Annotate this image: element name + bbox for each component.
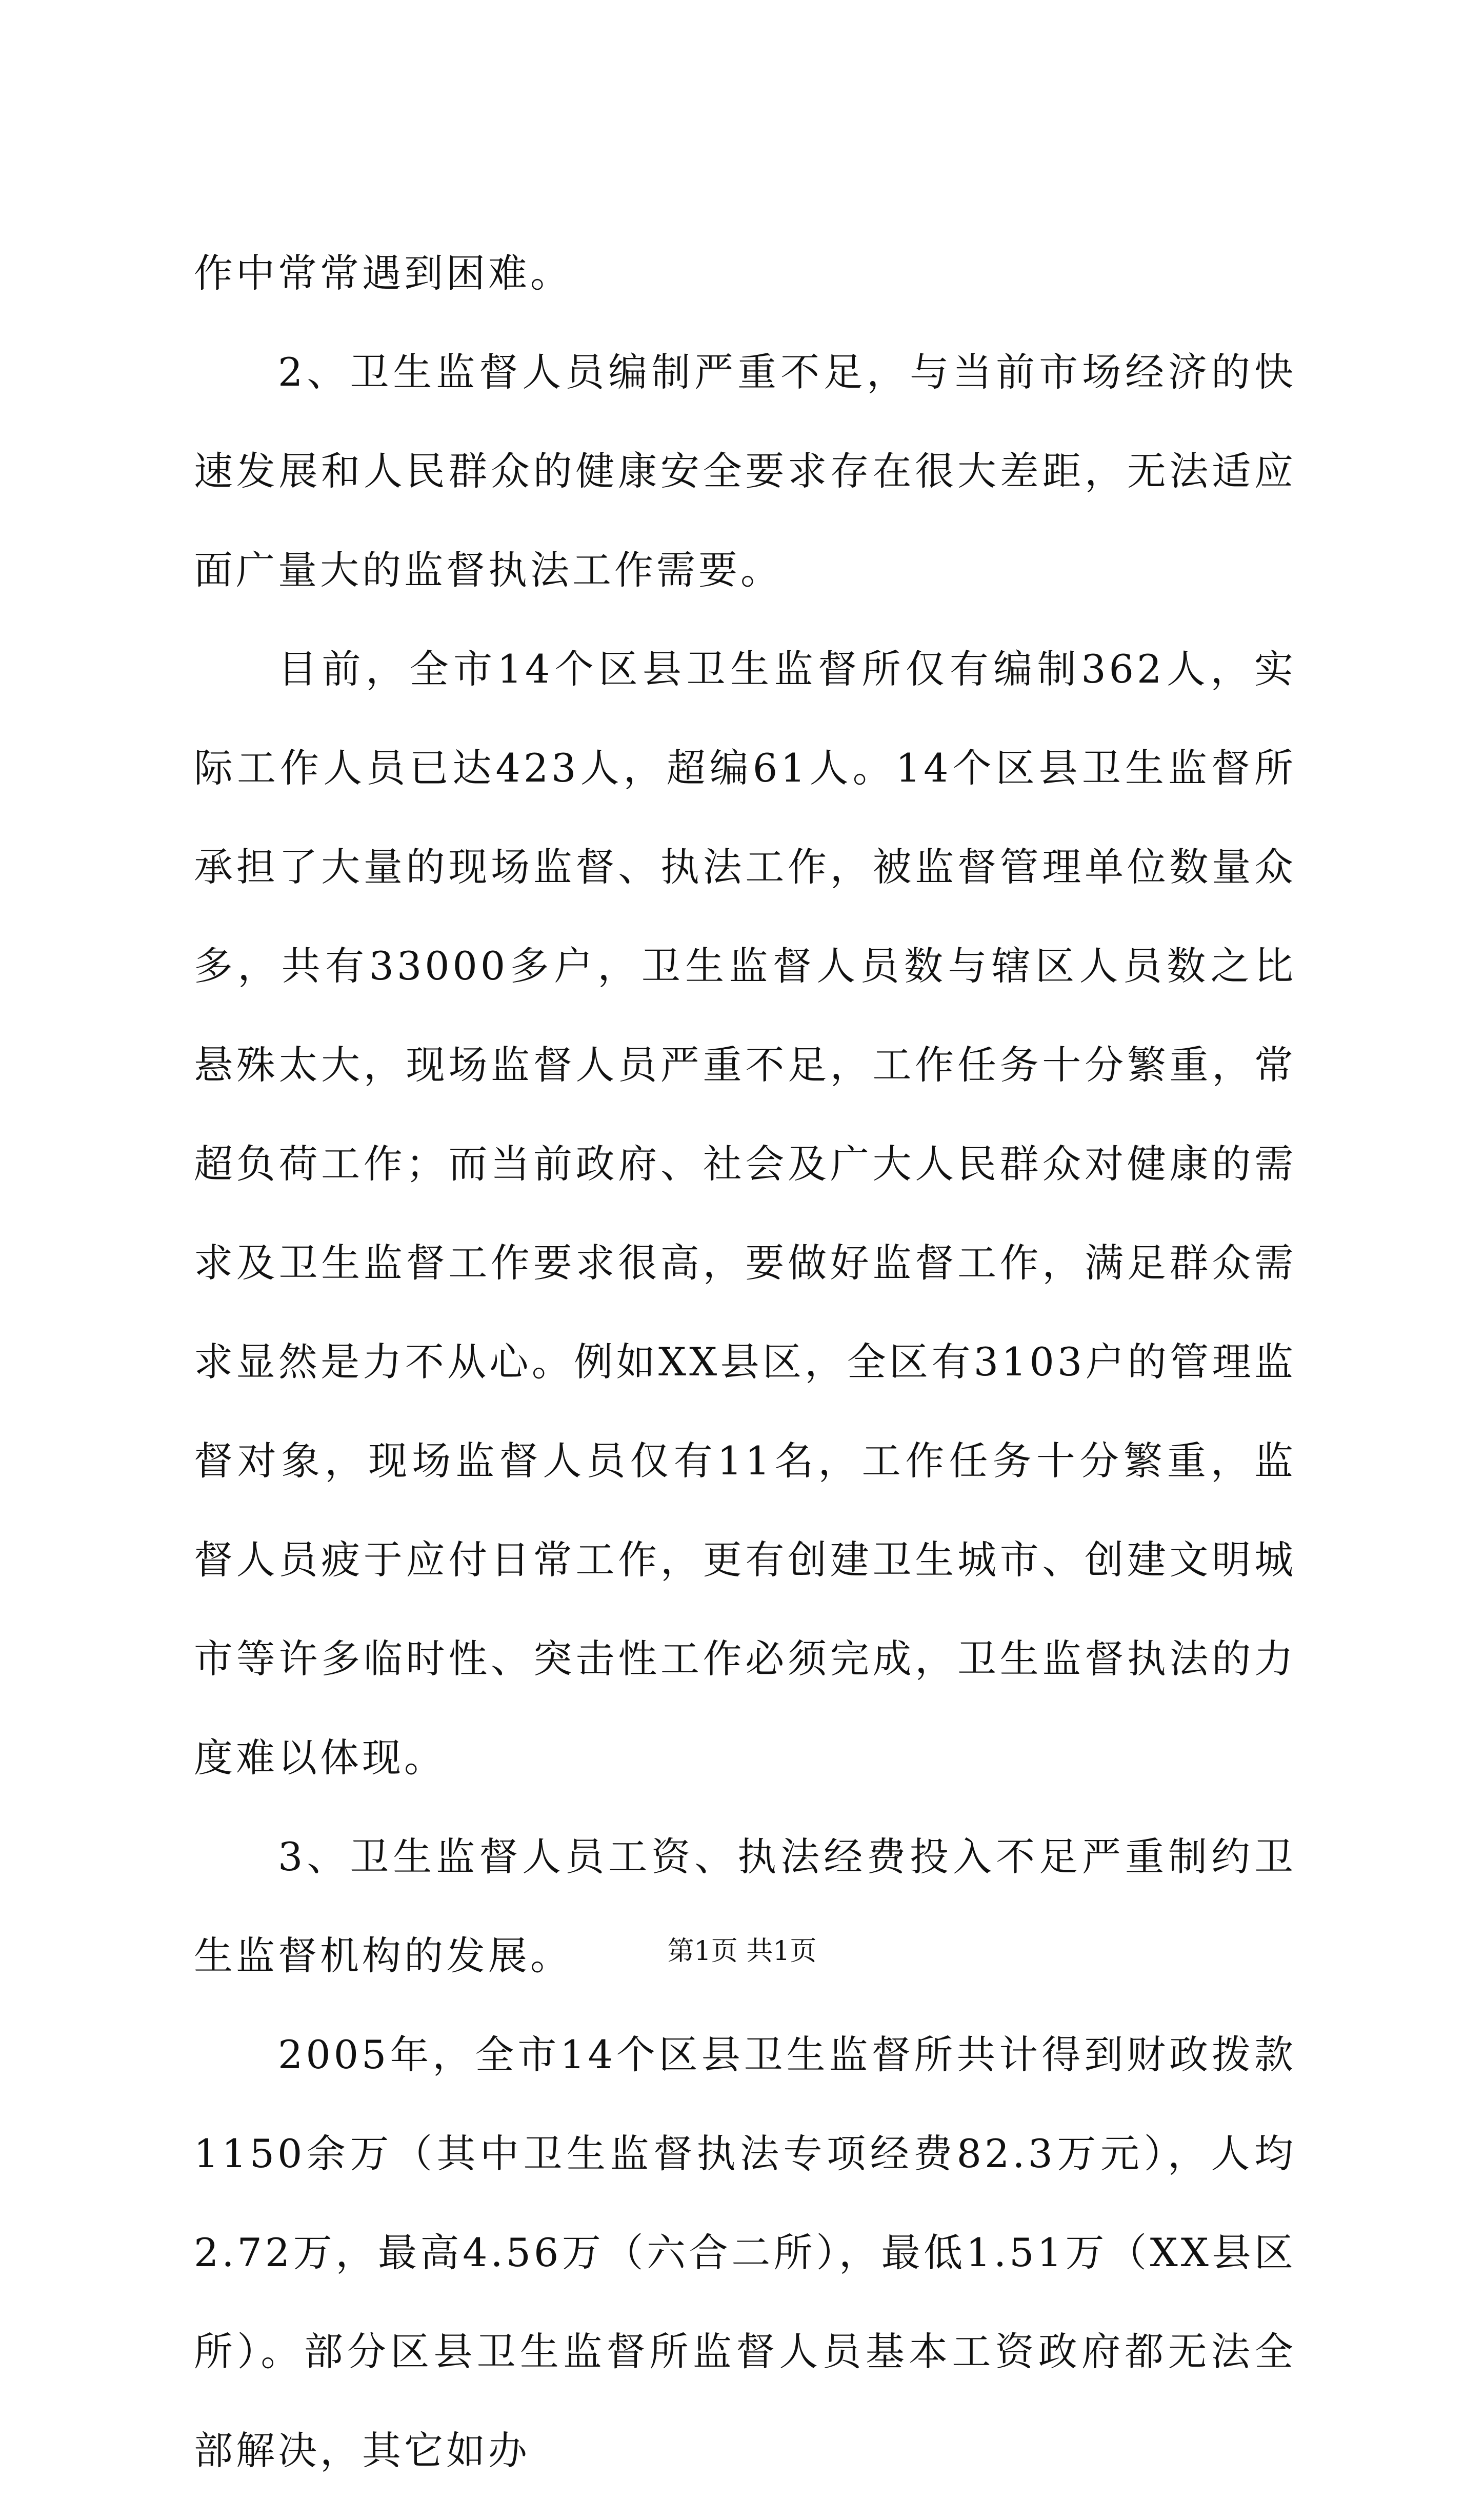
paragraph-point-2: 2、卫生监督人员编制严重不足，与当前市场经济的快速发展和人民群众的健康安全要求存在很大差距，无法适应面广量大的监督执法工作需要。 [194,349,1296,593]
paragraph-staffing-details: 目前，全市14个区县卫生监督所仅有编制362人，实际工作人员已达423人，超编61人。14个区县卫生监督所承担了大量的现场监督、执法工作，被监督管理单位数量众多，共有33000多户，卫生监督人员数与辖区人员数之比悬殊太大，现场监督人员严重不足，工作任务十分繁重，常超负荷工作；而当前政府、社会及广大人民群众对健康的需求及卫生监督工作要求很高，要做好监督工作，满足群众需求显然是力不从心。例如XX县区，全区有3103户的管理监督对象，现场监督人员仅有11名，工作任务十分繁重，监督人员疲于应付日常工作，更有创建卫生城市、创建文明城市等许多临时性、突击性工作必须完成，卫生监督执法的力度难以体现。 [194,646,1296,1781]
paragraph-continuation: 作中常常遇到困难。 [194,250,572,296]
page-footer: 第1页 共1页 [667,1936,817,1967]
paragraph-funding-details: 2005年，全市14个区县卫生监督所共计得到财政拨款1150余万（其中卫生监督执法专项经费82.3万元），人均2.72万，最高4.56万（六合二所），最低1.51万（XX县区所）。部分区县卫生监督所监督人员基本工资政府都无法全部解决，其它如办 [194,2032,1296,2473]
paragraph-point-3: 3、卫生监督人员工资、执法经费投入不足严重制约卫生监督机构的发展。 [194,1834,1296,1978]
document-body [194,224,1296,2500]
